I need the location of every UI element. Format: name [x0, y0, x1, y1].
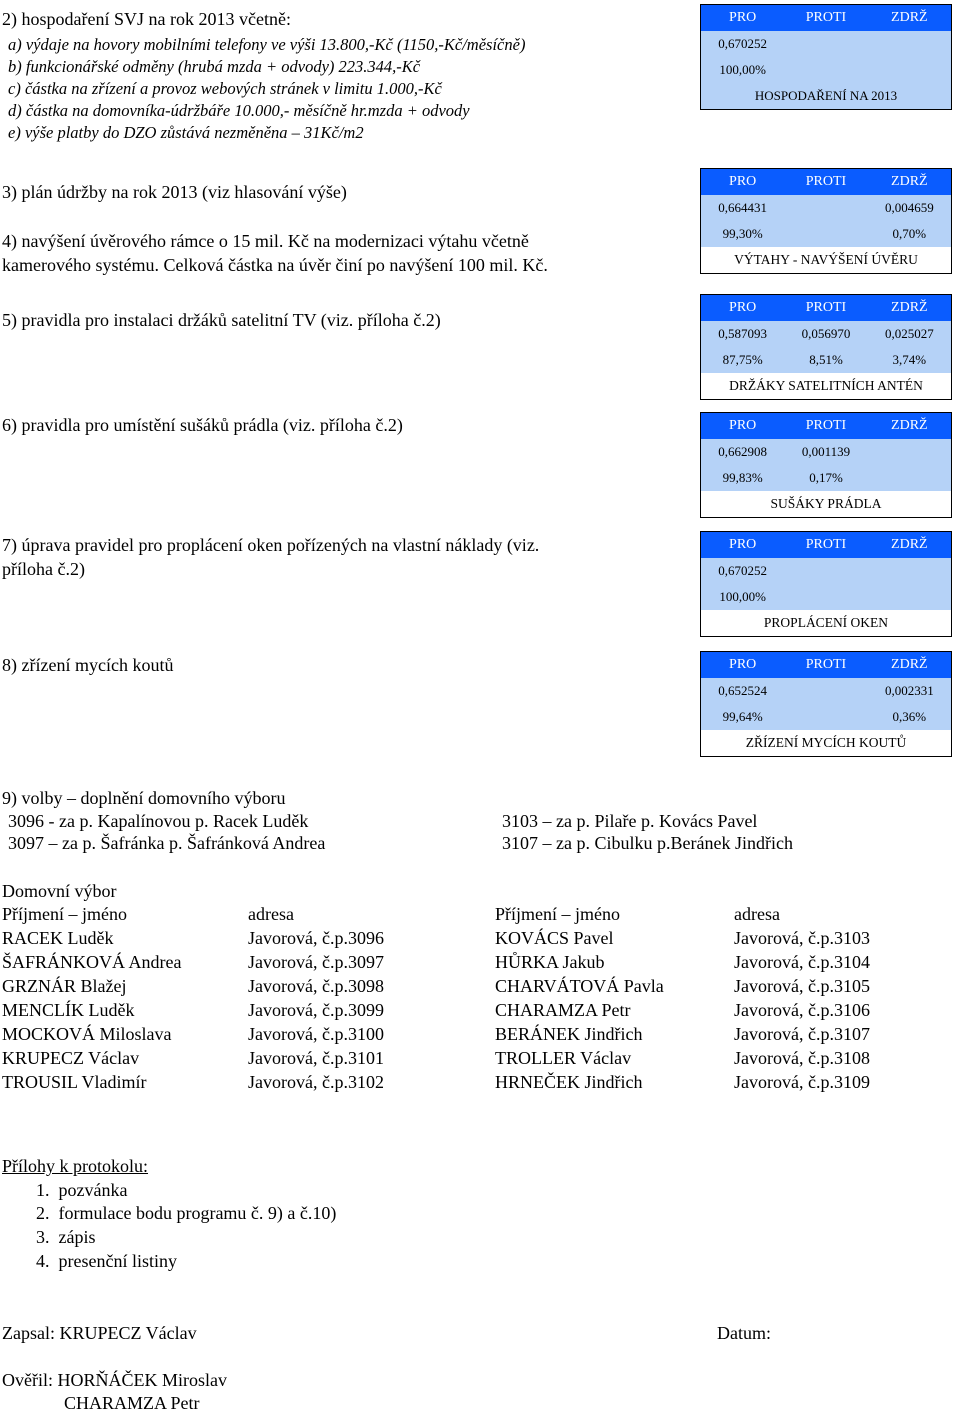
- vote-header-pro: PRO: [729, 418, 757, 433]
- vote-value: 0,670252: [718, 36, 768, 51]
- s2-item-e: e) výše platby do DZO zůstává nezměněna – 31Kč/m2: [8, 123, 364, 142]
- committee-member-name: KRUPECZ Václav: [2, 1048, 140, 1068]
- committee-member-address: Javorová, č.p.3101: [248, 1048, 384, 1068]
- committee-member-address: Javorová, č.p.3099: [248, 1000, 384, 1020]
- vote-header-zdrz: ZDRŽ: [891, 10, 928, 25]
- committee-member-name: RACEK Luděk: [2, 928, 114, 948]
- committee-member-name: BERÁNEK Jindřich: [495, 1024, 643, 1044]
- section-4-line-1: 4) navýšení úvěrového rámce o 15 mil. Kč na modernizaci výtahu včetně: [2, 231, 529, 251]
- vote-header-pro: PRO: [729, 174, 757, 189]
- vote-percent: 8,51%: [809, 352, 843, 367]
- vote-title: ZŘÍZENÍ MYCÍCH KOUTŮ: [745, 735, 907, 750]
- committee-member-name: GRZNÁR Blažej: [2, 976, 127, 996]
- vote-title: HOSPODAŘENÍ NA 2013: [754, 88, 898, 103]
- overil: Ověřil: HORŇÁČEK Miroslav: [2, 1370, 227, 1390]
- s2-item-b: b) funkcionářské odměny (hrubá mzda + odvody) 223.344,-Kč: [8, 57, 421, 76]
- committee-member-address: Javorová, č.p.3108: [734, 1048, 870, 1068]
- vote-value: 0,004659: [884, 200, 934, 215]
- vote-header-pro: PRO: [729, 10, 757, 25]
- committee-member-address: Javorová, č.p.3098: [248, 976, 384, 996]
- committee-member-address: Javorová, č.p.3109: [734, 1072, 870, 1092]
- vote-table-vytahy: [700, 168, 952, 274]
- election-left-2: 3097 – za p. Šafránka p. Šafránková Andrea: [8, 833, 326, 853]
- committee-member-address: Javorová, č.p.3097: [248, 952, 384, 972]
- datum-label: Datum:: [717, 1323, 771, 1343]
- vote-percent: 0,17%: [809, 470, 843, 485]
- vote-header-proti: PROTI: [805, 418, 847, 433]
- vote-percent: 87,75%: [722, 352, 763, 367]
- election-left-1: 3096 - za p. Kapalínovou p. Racek Luděk: [8, 811, 309, 831]
- overil-second: CHARAMZA Petr: [64, 1393, 200, 1413]
- section-5-title: 5) pravidla pro instalaci držáků satelitní TV (viz. příloha č.2): [2, 310, 441, 330]
- committee-member-name: MOCKOVÁ Miloslava: [2, 1024, 172, 1044]
- vote-value: 0,002331: [884, 683, 934, 698]
- vote-header-zdrz: ZDRŽ: [891, 537, 928, 552]
- committee-member-name: TROLLER Václav: [495, 1048, 632, 1068]
- vote-table-susaky: [700, 412, 952, 518]
- committee-member-name: CHARVÁTOVÁ Pavla: [495, 976, 664, 996]
- vote-title: PROPLÁCENÍ OKEN: [763, 615, 889, 630]
- committee-title: Domovní výbor: [2, 881, 117, 901]
- committee-member-address: Javorová, č.p.3100: [248, 1024, 384, 1044]
- vote-header-zdrz: ZDRŽ: [891, 300, 928, 315]
- vote-value: 0,587093: [718, 326, 768, 341]
- s2-item-a: a) výdaje na hovory mobilními telefony ve výši 13.800,-Kč (1150,-Kč/měsíčně): [8, 35, 526, 54]
- vote-percent: 3,74%: [892, 352, 927, 367]
- committee-header-address: adresa: [734, 904, 780, 924]
- attachment-item: 1. pozvánka: [36, 1180, 128, 1200]
- section-8-title: 8) zřízení mycích koutů: [2, 655, 174, 675]
- committee-member-address: Javorová, č.p.3106: [734, 1000, 870, 1020]
- committee-member-name: TROUSIL Vladimír: [2, 1072, 147, 1092]
- vote-value: 0,664431: [718, 200, 768, 215]
- vote-value: 0,001139: [801, 444, 851, 459]
- s2-item-c: c) částka na zřízení a provoz webových stránek v limitu 1.000,-Kč: [8, 79, 442, 98]
- committee-member-name: HŮRKA Jakub: [495, 952, 605, 972]
- vote-header-zdrz: ZDRŽ: [891, 418, 928, 433]
- vote-header-proti: PROTI: [805, 657, 847, 672]
- vote-header-proti: PROTI: [805, 537, 847, 552]
- attachment-item: 4. presenční listiny: [36, 1251, 177, 1271]
- attachment-item: 2. formulace bodu programu č. 9) a č.10): [36, 1203, 337, 1223]
- section-3-title: 3) plán údržby na rok 2013 (viz hlasování výše): [2, 182, 347, 202]
- vote-percent: 99,83%: [722, 470, 763, 485]
- election-right-2: 3107 – za p. Cibulku p.Beránek Jindřich: [502, 833, 793, 853]
- s2-item-d: d) částka na domovníka-údržbáře 10.000,- měsíčně hr.mzda + odvody: [8, 101, 470, 120]
- vote-table-mycich-koutu: [700, 651, 952, 757]
- vote-header-pro: PRO: [729, 537, 757, 552]
- section-2-title: 2) hospodaření SVJ na rok 2013 včetně:: [2, 9, 291, 29]
- committee-member-address: Javorová, č.p.3104: [734, 952, 870, 972]
- committee-member-name: MENCLÍK Luděk: [2, 1000, 135, 1020]
- committee-member-address: Javorová, č.p.3107: [734, 1024, 870, 1044]
- vote-value: 0,056970: [801, 326, 851, 341]
- committee-member-address: Javorová, č.p.3102: [248, 1072, 384, 1092]
- zapsal: Zapsal: KRUPECZ Václav: [2, 1323, 197, 1343]
- vote-header-zdrz: ZDRŽ: [891, 657, 928, 672]
- vote-table-drzaky: [700, 294, 952, 400]
- section-9-title: 9) volby – doplnění domovního výboru: [2, 788, 286, 808]
- committee-member-address: Javorová, č.p.3103: [734, 928, 870, 948]
- section-4-line-2: kamerového systému. Celková částka na úvěr činí po navýšení 100 mil. Kč.: [2, 255, 548, 275]
- vote-header-proti: PROTI: [805, 300, 847, 315]
- committee-member-name: KOVÁCS Pavel: [495, 928, 614, 948]
- election-right-1: 3103 – za p. Pilaře p. Kovács Pavel: [502, 811, 758, 831]
- vote-table-okna: [700, 531, 952, 637]
- vote-title: SUŠÁKY PRÁDLA: [770, 496, 882, 511]
- committee-member-name: HRNEČEK Jindřich: [495, 1072, 643, 1092]
- committee-member-address: Javorová, č.p.3105: [734, 976, 870, 996]
- committee-header-name: Příjmení – jméno: [2, 904, 127, 924]
- section-7-line-1: 7) úprava pravidel pro proplácení oken pořízených na vlastní náklady (viz.: [2, 535, 540, 555]
- committee-member-name: ŠAFRÁNKOVÁ Andrea: [2, 952, 182, 972]
- vote-title: VÝTAHY - NAVÝŠENÍ ÚVĚRU: [734, 252, 918, 267]
- vote-value: 0,670252: [718, 563, 768, 578]
- vote-table-hospodareni: [700, 4, 952, 110]
- attachment-item: 3. zápis: [36, 1227, 96, 1247]
- vote-header-pro: PRO: [729, 657, 757, 672]
- vote-percent: 0,36%: [892, 709, 927, 724]
- committee-header-address: adresa: [248, 904, 294, 924]
- vote-value: 0,662908: [718, 444, 768, 459]
- vote-value: 0,652524: [718, 683, 768, 698]
- committee-member-address: Javorová, č.p.3096: [248, 928, 384, 948]
- vote-percent: 0,70%: [892, 226, 927, 241]
- vote-percent: 99,64%: [722, 709, 763, 724]
- vote-percent: 100,00%: [719, 62, 766, 77]
- vote-percent: 99,30%: [722, 226, 763, 241]
- section-7-line-2: příloha č.2): [2, 559, 85, 579]
- committee-header-name: Příjmení – jméno: [495, 904, 620, 924]
- section-6-title: 6) pravidla pro umístění sušáků prádla (viz. příloha č.2): [2, 415, 403, 435]
- attachments-title: Přílohy k protokolu:: [2, 1156, 149, 1176]
- vote-header-zdrz: ZDRŽ: [891, 174, 928, 189]
- vote-header-proti: PROTI: [805, 174, 847, 189]
- committee-member-name: CHARAMZA Petr: [495, 1000, 631, 1020]
- vote-percent: 100,00%: [719, 589, 766, 604]
- vote-title: DRŽÁKY SATELITNÍCH ANTÉN: [729, 378, 923, 393]
- vote-header-proti: PROTI: [805, 10, 847, 25]
- vote-header-pro: PRO: [729, 300, 757, 315]
- vote-value: 0,025027: [884, 326, 934, 341]
